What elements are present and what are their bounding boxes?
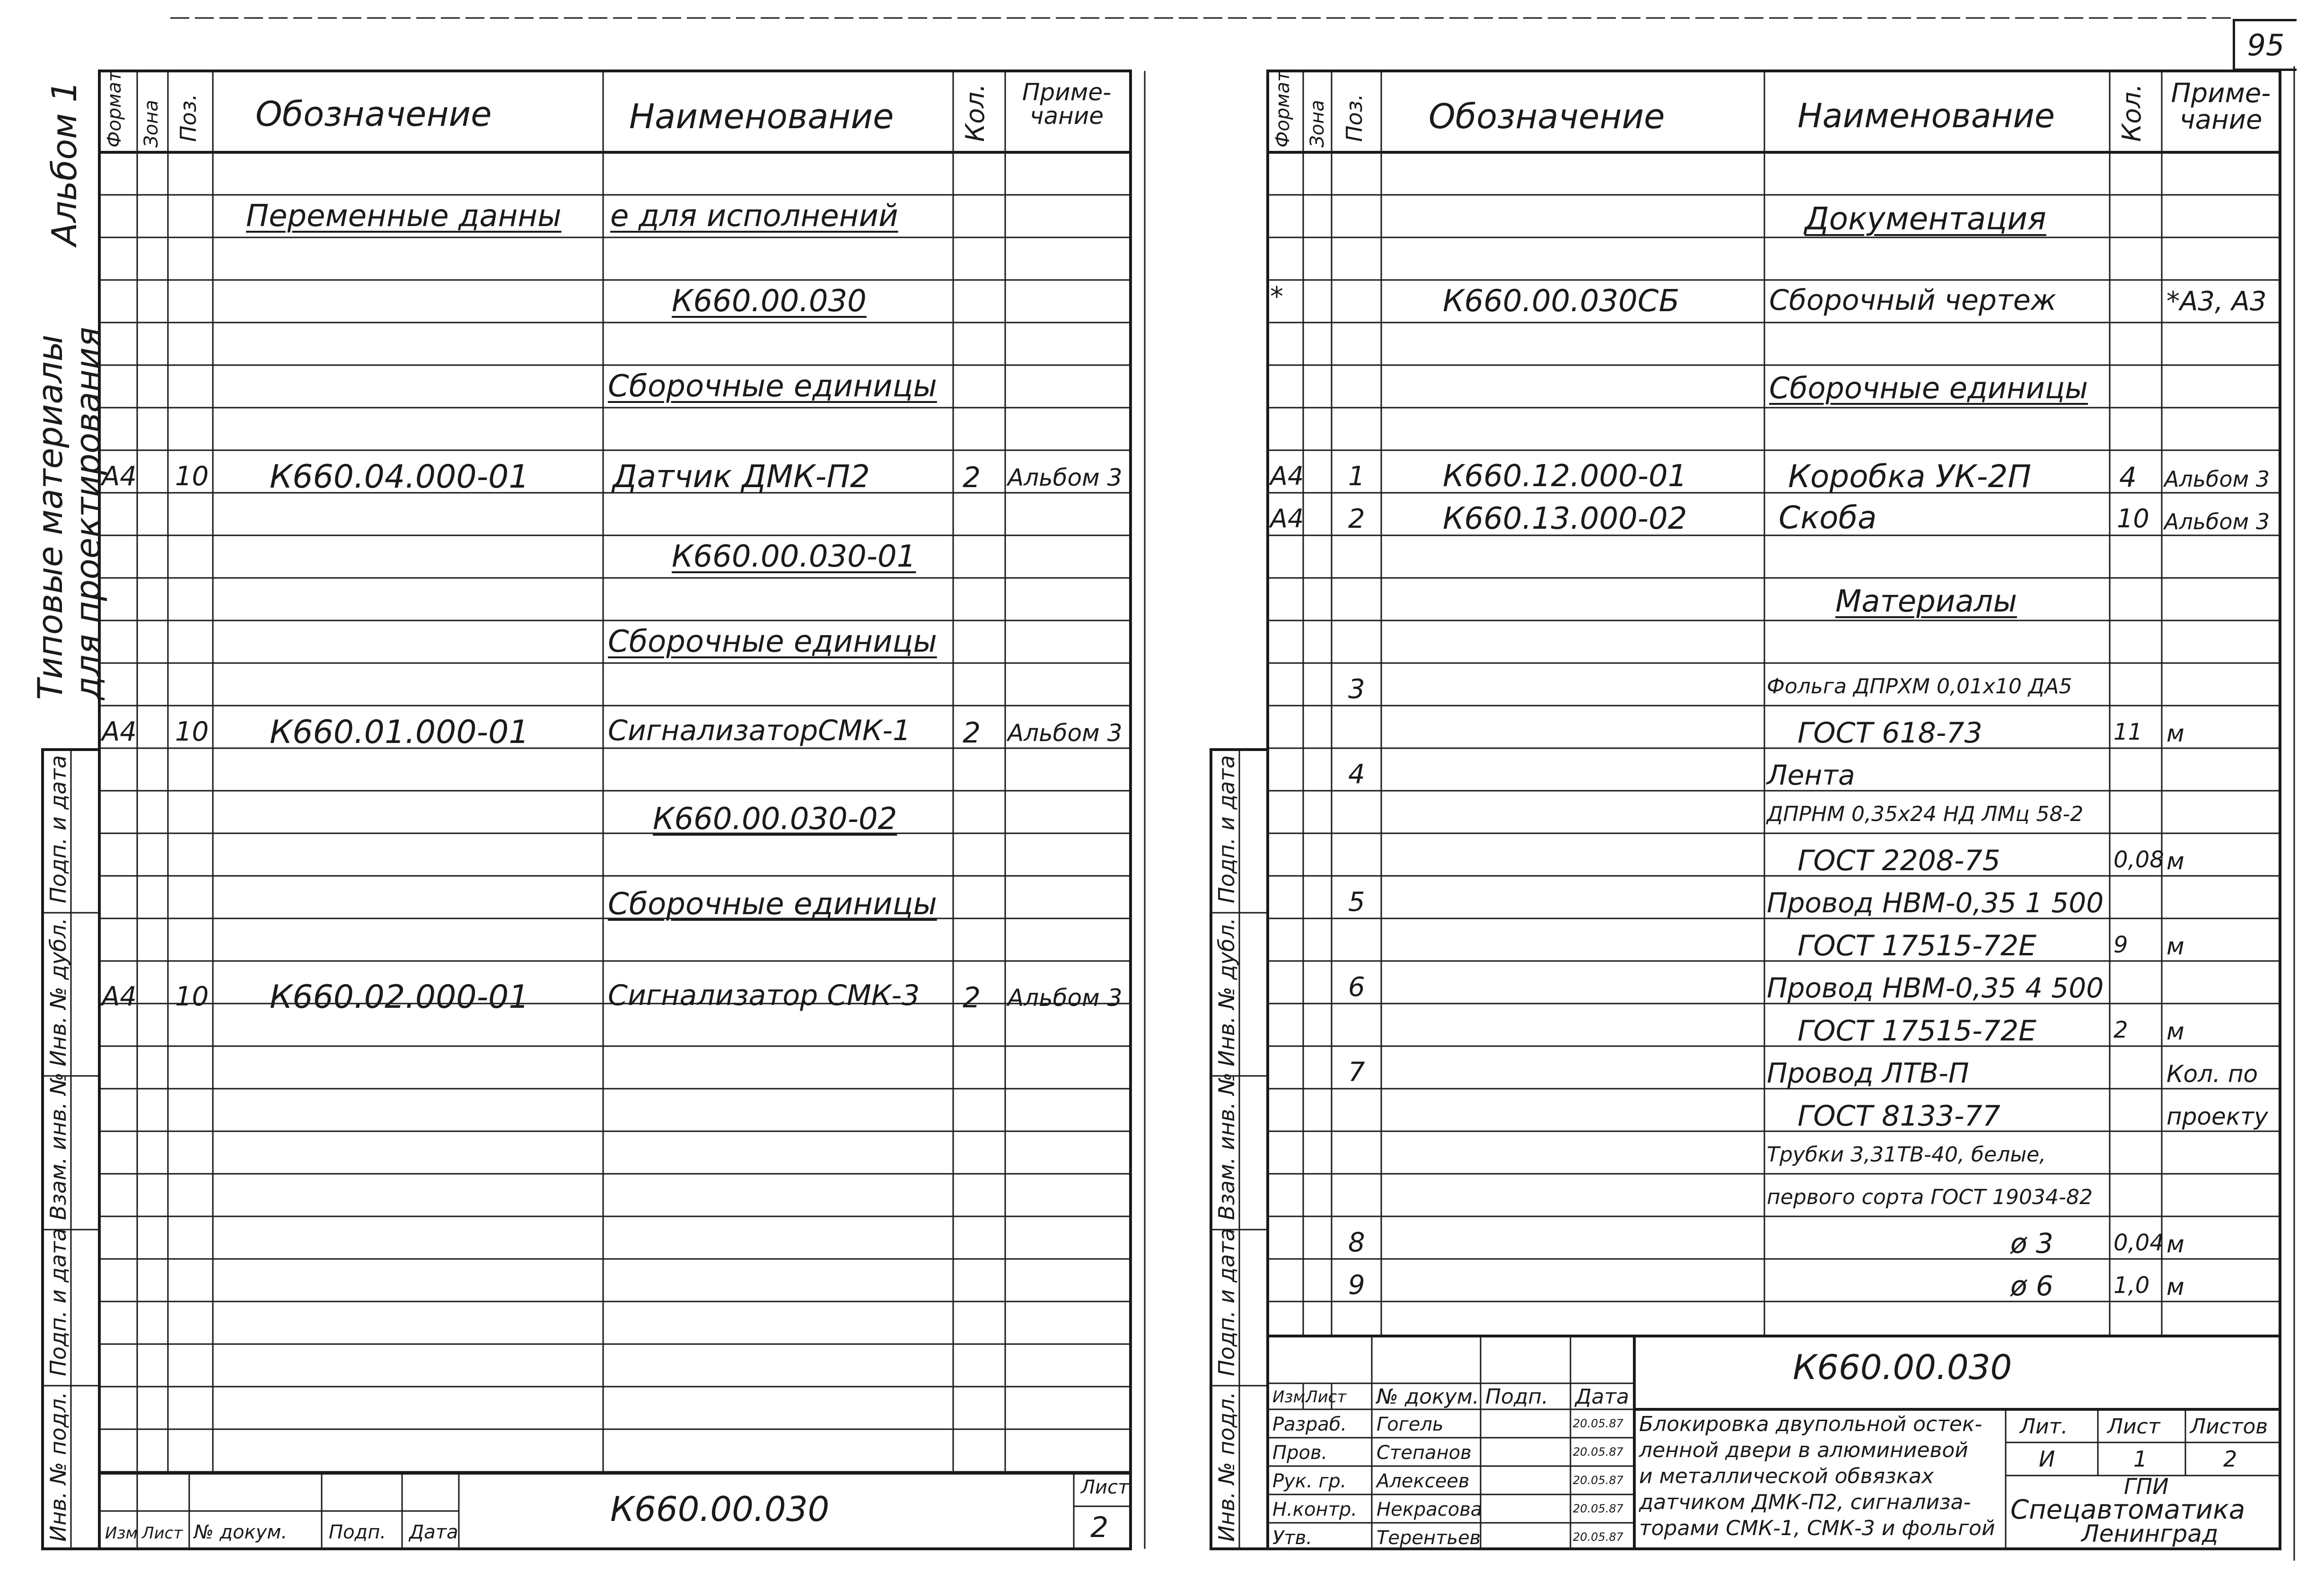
material-name: Провод НВМ-0,35 4 500 (1767, 972, 2104, 1004)
material-name: ГОСТ 2208-75 (1798, 844, 2000, 877)
left-stamp-col-date: Дата (409, 1521, 458, 1543)
title-col-date: Дата (1575, 1385, 1629, 1409)
right-assembly-drawing-designation: К660.00.030СБ (1443, 284, 1680, 319)
title-line-3: и металлической обвязках (1639, 1464, 1934, 1488)
right-header-note: Приме-чание (2171, 78, 2271, 135)
left-header-note: Приме-чание (1022, 79, 1112, 130)
right-side-label-4: Подп. и дата (1214, 1228, 1239, 1376)
left-doc-030-01: К660.00.030-01 (672, 539, 916, 574)
material-name: ГОСТ 17515-72Е (1798, 1014, 2037, 1048)
material-name: ДПРНМ 0,35х24 НД ЛМц 58-2 (1767, 802, 2084, 826)
title-col-izm: Изм. (1272, 1388, 1310, 1406)
left-row1-note: Альбом 3 (1008, 464, 1123, 491)
title-role-name: Степанов (1377, 1442, 1472, 1464)
left-doc-030: К660.00.030 (672, 284, 867, 319)
title-role: Разраб. (1272, 1414, 1347, 1435)
left-section-variable-a: Переменные данны (246, 199, 561, 234)
title-role-date: 20.05.87 (1573, 1417, 1623, 1430)
title-line-1: Блокировка двупольной остек- (1639, 1412, 1982, 1436)
left-header-designation: Обозначение (255, 94, 492, 134)
title-line-5: торами СМК-1, СМК-3 и фольгой (1639, 1516, 1995, 1540)
left-row1-designation: К660.04.000-01 (270, 458, 529, 496)
material-note: м (2166, 933, 2184, 960)
left-row3-pos: 10 (175, 981, 209, 1012)
title-role: Утв. (1272, 1527, 1312, 1549)
right-side-label-5: Инв. № подл. (1214, 1391, 1239, 1542)
material-name: ГОСТ 618-73 (1798, 716, 1982, 750)
left-row1-name: Датчик ДМК-П2 (613, 458, 870, 495)
left-stamp-col-sign: Подп. (329, 1521, 386, 1543)
material-qty: 0,08 (2114, 847, 2164, 873)
right-item2-note: Альбом 3 (2164, 509, 2270, 534)
title-lists-label: Листов (2190, 1415, 2268, 1439)
left-row3-designation: К660.02.000-01 (270, 978, 529, 1016)
material-name: Фольга ДПРХМ 0,01х10 ДА5 (1767, 674, 2072, 699)
material-note: м (2166, 1018, 2184, 1045)
left-row1-format: А4 (102, 461, 137, 492)
material-name: Лента (1767, 759, 1855, 791)
material-pos: 5 (1348, 887, 1365, 917)
right-header-format: Формат (1272, 70, 1294, 148)
material-pos: 8 (1348, 1227, 1365, 1258)
title-list-label: Лист (2107, 1415, 2160, 1439)
material-name: ГОСТ 17515-72Е (1798, 929, 2037, 962)
title-list: 1 (2133, 1446, 2148, 1472)
material-note: м (2166, 1231, 2184, 1258)
material-pos: 3 (1348, 674, 1365, 705)
left-table-grid (99, 71, 1131, 1549)
material-qty: 11 (2114, 719, 2143, 745)
material-qty: 0,04 (2114, 1230, 2164, 1256)
left-header-pos: Поз. (175, 94, 201, 142)
title-col-list: Лист (1306, 1388, 1347, 1406)
title-col-doc: № докум. (1377, 1385, 1479, 1409)
right-header-name: Наименование (1798, 96, 2055, 135)
left-side-label-3: Взам. инв. № (45, 1072, 71, 1220)
right-item2-qty: 10 (2117, 504, 2149, 533)
left-stamp-sheet: 2 (1090, 1511, 1109, 1544)
title-role: Пров. (1272, 1442, 1328, 1464)
left-row1-qty: 2 (963, 461, 981, 494)
title-role: Н.контр. (1272, 1499, 1357, 1520)
right-side-label-1: Подп. и дата (1214, 755, 1239, 903)
material-note: м (2166, 847, 2184, 875)
title-role-date: 20.05.87 (1573, 1530, 1623, 1544)
title-org-line-1: ГПИ (2124, 1474, 2169, 1499)
right-header-qty: Кол. (2117, 83, 2147, 142)
left-row2-qty: 2 (963, 716, 981, 750)
right-item1-format: А4 (1270, 461, 1304, 491)
right-item2-format: А4 (1270, 504, 1304, 533)
material-note: проекту (2166, 1103, 2268, 1130)
left-row3-format: А4 (102, 981, 137, 1012)
right-item1-pos: 1 (1348, 461, 1365, 492)
right-item2-name: Скоба (1779, 499, 1877, 536)
title-role: Рук. гр. (1272, 1470, 1347, 1492)
title-designation: К660.00.030 (1793, 1347, 2012, 1387)
title-role-date: 20.05.87 (1573, 1474, 1623, 1487)
left-header-name: Наименование (629, 96, 894, 136)
material-name: ø 6 (2010, 1270, 2053, 1302)
material-pos: 7 (1348, 1057, 1365, 1088)
material-name: Трубки 3,31ТВ-40, белые, (1767, 1143, 2046, 1167)
left-section-variable-b: е для исполнений (610, 199, 898, 234)
left-row2-designation: К660.01.000-01 (270, 714, 529, 751)
right-materials: Материалы (1835, 584, 2017, 619)
right-header-pos: Поз. (1342, 94, 1367, 142)
title-line-2: ленной двери в алюминиевой (1639, 1438, 1968, 1462)
left-doc-030-02: К660.00.030-02 (653, 802, 897, 837)
left-row2-format: А4 (102, 716, 137, 747)
right-item2-pos: 2 (1348, 504, 1365, 534)
left-row3-name: Сигнализатор СМК-3 (608, 979, 920, 1012)
left-assembly-units-3: Сборочные единицы (608, 887, 937, 922)
right-star: * (1270, 281, 1283, 312)
page-number: 95 (2233, 19, 2297, 71)
album-note-line-3: Альбом 1 (44, 80, 84, 246)
material-note: м (2166, 1273, 2184, 1301)
album-note-line-2: для проектирования (68, 327, 108, 700)
left-side-label-2: Инв. № дубл. (45, 917, 71, 1066)
material-pos: 9 (1348, 1270, 1365, 1301)
left-side-label-4: Подп. и дата (45, 1228, 71, 1376)
material-pos: 4 (1348, 759, 1365, 790)
album-note-line-1: Типовые материалы (30, 334, 70, 700)
left-row3-note: Альбом 3 (1008, 984, 1123, 1012)
right-item1-name: Коробка УК-2П (1788, 458, 2032, 495)
right-header-zone: Зона (1307, 100, 1328, 148)
left-stamp-col-doc: № докум. (194, 1521, 288, 1543)
right-side-label-2: Инв. № дубл. (1214, 917, 1239, 1066)
left-stamp-sheet-label: Лист (1081, 1476, 1129, 1498)
title-role-name: Алексеев (1377, 1470, 1470, 1492)
left-side-label-1: Подп. и дата (45, 755, 71, 903)
left-header-zone: Зона (140, 100, 162, 148)
title-org-line-2: Спецавтоматика (2010, 1494, 2245, 1525)
left-header-format: Формат (104, 70, 125, 148)
right-item1-designation: К660.12.000-01 (1443, 459, 1687, 494)
right-item1-qty: 4 (2119, 461, 2137, 493)
left-assembly-units-1: Сборочные единицы (608, 369, 937, 404)
left-row2-pos: 10 (175, 716, 209, 747)
title-org-line-3: Ленинград (2081, 1520, 2219, 1547)
title-role-name: Терентьев (1377, 1527, 1481, 1549)
left-side-label-5: Инв. № подл. (45, 1391, 71, 1542)
left-header-qty: Кол. (960, 83, 990, 142)
title-lit-label: Лит. (2020, 1415, 2068, 1439)
left-row2-name: СигнализаторСМК-1 (608, 714, 911, 747)
title-role-name: Некрасова (1377, 1499, 1482, 1520)
right-assembly-units: Сборочные единицы (1769, 371, 2088, 405)
right-item1-note: Альбом 3 (2164, 466, 2270, 492)
left-assembly-units-2: Сборочные единицы (608, 624, 937, 659)
right-item2-designation: К660.13.000-02 (1443, 501, 1687, 536)
material-note: Кол. по (2166, 1060, 2258, 1088)
left-stamp-col-izm: Изм (105, 1524, 138, 1543)
material-name: Провод НВМ-0,35 1 500 (1767, 887, 2104, 919)
title-role-name: Гогель (1377, 1414, 1444, 1435)
right-assembly-drawing-note: *А3, А3 (2166, 286, 2267, 317)
material-qty: 9 (2114, 932, 2128, 958)
right-side-label-3: Взам. инв. № (1214, 1072, 1239, 1220)
material-note: м (2166, 720, 2184, 747)
left-row1-pos: 10 (175, 461, 209, 492)
material-name: ø 3 (2010, 1227, 2053, 1259)
title-lit: И (2039, 1446, 2055, 1472)
material-name: ГОСТ 8133-77 (1798, 1100, 2000, 1133)
left-stamp-designation: К660.00.030 (610, 1489, 830, 1529)
material-qty: 2 (2114, 1017, 2128, 1043)
title-line-4: датчиком ДМК-П2, сигнализа- (1639, 1490, 1971, 1514)
material-qty: 1,0 (2114, 1272, 2150, 1299)
material-name: Провод ЛТВ-П (1767, 1057, 1969, 1089)
right-header-designation: Обозначение (1429, 96, 1665, 136)
title-role-date: 20.05.87 (1573, 1502, 1623, 1515)
title-role-date: 20.05.87 (1573, 1445, 1623, 1459)
title-lists: 2 (2223, 1446, 2237, 1472)
left-row3-qty: 2 (963, 981, 981, 1014)
left-stamp-col-list: Лист (142, 1524, 183, 1543)
right-assembly-drawing-name: Сборочный чертеж (1769, 284, 2056, 317)
title-col-sign: Подп. (1485, 1385, 1549, 1409)
left-row2-note: Альбом 3 (1008, 719, 1123, 747)
material-pos: 6 (1348, 972, 1365, 1003)
material-name: первого сорта ГОСТ 19034-82 (1767, 1185, 2093, 1209)
right-documentation: Документация (1805, 201, 2046, 237)
